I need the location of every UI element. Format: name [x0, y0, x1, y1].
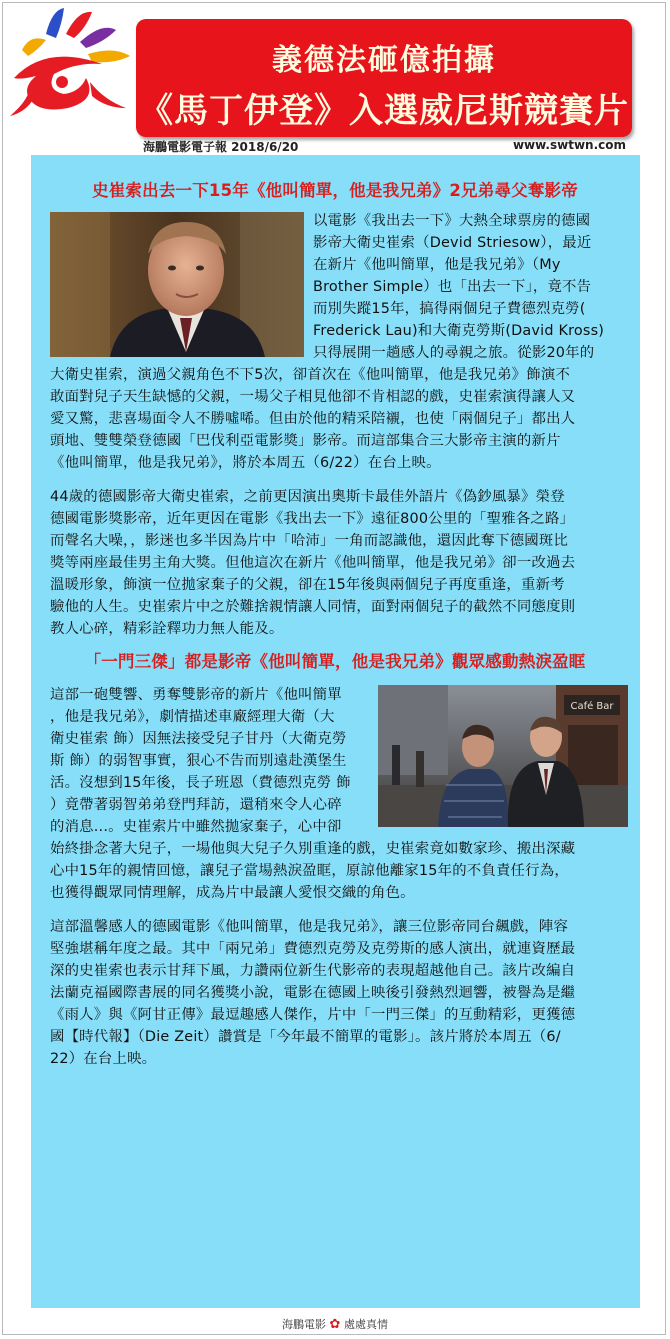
section-2-paragraph-2	[50, 916, 635, 1070]
text-line: 也獲得觀眾同情理解，成為片中最讓人愛恨交織的角色。	[50, 885, 415, 901]
footer-slogan: 處處真情	[343, 1318, 388, 1331]
text-line: 只得展開一趟感人的尋親之旅。從影20年的	[313, 345, 595, 361]
text-line: 在新片《他叫簡單，他是我兄弟》（My	[313, 257, 561, 273]
text-line: 心中15年的親情回憶，讓兒子當場熱淚盈眶，原諒他離家15年的不負責任行為，	[50, 863, 569, 879]
text-line: ，他是我兄弟》，劇情描述車廠經理大衛（大	[50, 709, 335, 725]
headline-line-2: 《馬丁伊登》入選威尼斯競賽片	[139, 91, 629, 131]
section-1-paragraph-2	[50, 486, 635, 640]
section-1-intro-full	[50, 364, 635, 474]
text-line: 頭地、雙雙榮登德國「巴伐利亞電影獎」影帝。而這部集合三大影帝主演的新片	[50, 433, 561, 449]
text-line: Frederick Lau)和大衛克勞斯(David Kross)	[313, 323, 605, 339]
cafe-sign: Café Bar	[570, 701, 614, 712]
text-line: 斯 飾）的弱智事實，狠心不告而別遠赴漢堡生	[50, 753, 347, 769]
text-line: 德國電影獎影帝，近年更因在電影《我出去一下》遠征800公里的「聖雅各之路」	[50, 511, 575, 527]
text-line: 國【時代報】（Die Zeit）讚賞是「今年最不簡單的電影」。該片將於本周五（6/	[50, 1029, 561, 1045]
film-still-photo	[378, 685, 628, 827]
section-1-title: 史崔索出去一下15年《他叫簡單，他是我兄弟》2兄弟尋父奪影帝	[92, 181, 578, 200]
section-1-intro-wrapped	[313, 210, 633, 364]
text-line: 的消息...。史崔索片中雖然拋家棄子，心中卻	[50, 819, 342, 835]
text-line: 活。沒想到15年後，長子班恩（費德烈克勞 飾	[50, 775, 351, 791]
text-line: Brother Simple）也「出去一下」，竟不告	[313, 279, 592, 295]
footer-logo-icon: ✿	[329, 1317, 341, 1332]
text-line: 獎等兩座最佳男主角大獎。但他這次在新片《他叫簡單，他是我兄弟》卻一改過去	[50, 555, 576, 571]
text-line: 驗他的人生。史崔索片中之於難捨親情讓人同情，面對兩個兒子的截然不同態度則	[50, 599, 576, 615]
text-line: 始終掛念著大兒子，一場他與大兒子久別重逢的戲，史崔索竟如數家珍、搬出深藏	[50, 841, 576, 857]
text-line: ）竟帶著弱智弟弟登門拜訪，還稍來令人心碎	[50, 797, 342, 813]
text-line: 《他叫簡單，他是我兄弟》，將於本周五（6/22）在台上映。	[50, 455, 441, 471]
headline-line-1: 義德法砸億拍攝	[272, 43, 496, 78]
text-line: 深的史崔索也表示甘拜下風，力讚兩位新生代影帝的表現超越他自己。該片改編自	[50, 963, 576, 979]
text-line: 愛又驚，悲喜場面令人不勝噓唏。但由於他的精采陪襯，也使「兩個兒子」都出人	[50, 411, 576, 427]
text-line: 44歲的德國影帝大衛史崔索，之前更因演出奧斯卡最佳外語片《偽鈔風暴》榮登	[50, 489, 565, 505]
text-line: 大衛史崔索，演過父親角色不下5次，卻首次在《他叫簡單，他是我兄弟》飾演不	[50, 367, 571, 383]
text-line: 22）在台上映。	[50, 1051, 157, 1067]
website-link[interactable]: www.swtwn.com	[512, 138, 626, 152]
section-2-intro-full	[50, 838, 635, 904]
text-line: 敢面對兒子天生缺憾的父親，一場父子相見他卻不肯相認的戲，史崔索演得讓人又	[50, 389, 576, 405]
text-line: 影帝大衛史崔索（Devid Striesow），最近	[313, 235, 592, 251]
text-line: 這部溫馨感人的德國電影《他叫簡單，他是我兄弟》，讓三位影帝同台飆戲，陣容	[50, 919, 569, 935]
footer	[0, 1316, 670, 1332]
actor-portrait-photo	[50, 212, 304, 357]
text-line: 溫暖形象，飾演一位拋家棄子的父親，卻在15年後與兩個兒子再度重逢，重新考	[50, 577, 565, 593]
headline-banner	[136, 19, 632, 137]
text-line: 以電影《我出去一下》大熱全球票房的德國	[313, 213, 591, 229]
text-line: 法蘭克福國際書展的同名獲獎小說，電影在德國上映後引發熱烈迴響，被譽為是繼	[50, 985, 576, 1001]
section-2-intro-wrapped	[50, 684, 375, 838]
text-line: 《雨人》與《阿甘正傳》最逗趣感人傑作，片中「一門三傑」的互動精彩，更獲德	[50, 1007, 576, 1023]
text-line: 衛史崔索 飾）因無法接受兒子甘丹（大衛克勞	[50, 731, 347, 747]
text-line: 而別失蹤15年，搞得兩個兒子費德烈克勞(	[313, 301, 586, 317]
text-line: 教人心碎，精彩詮釋功力無人能及。	[50, 621, 284, 637]
text-line: 堅強堪稱年度之最。其中「兩兄弟」費德烈克勞及克勞斯的感人演出，就連資歷最	[50, 941, 576, 957]
byline: 海鵬電影電子報 2018/6/20	[143, 140, 299, 154]
text-line: 而聲名大噪，，影迷也多半因為片中「哈沛」一角而認識他，還因此奪下德國斑比	[50, 533, 569, 549]
haipeng-logo	[6, 4, 136, 122]
text-line: 這部一砲雙響、勇奪雙影帝的新片《他叫簡單	[50, 687, 342, 703]
section-2-title: 「一門三傑」都是影帝《他叫簡單，他是我兄弟》觀眾感動熱淚盈眶	[84, 652, 586, 671]
footer-brand: 海鵬電影	[282, 1318, 327, 1331]
